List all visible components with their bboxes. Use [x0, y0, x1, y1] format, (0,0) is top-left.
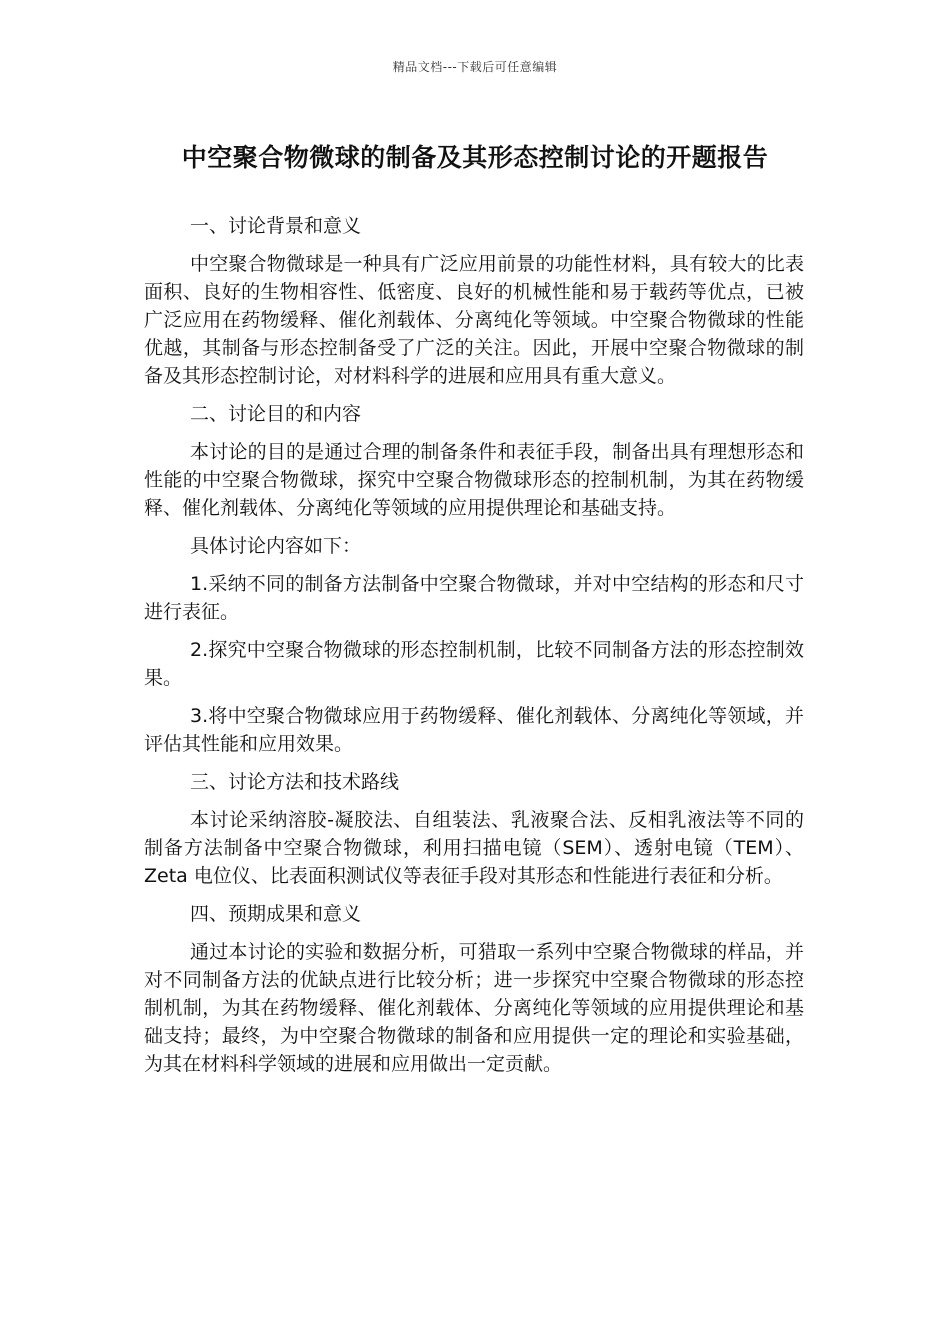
list-item-2: 2.探究中空聚合物微球的形态控制机制，比较不同制备方法的形态控制效果。 [144, 639, 804, 689]
section-heading-outcomes: 四、预期成果和意义 [190, 903, 362, 925]
paragraph-objectives: 本讨论的目的是通过合理的制备条件和表征手段，制备出具有理想形态和性能的中空聚合物微球，探究中空聚合物微球形态的控制机制，为其在药物缓释、催化剂载体、分离纯化等领域的应用提供理论和基础支持。 [144, 441, 804, 519]
paragraph-methods: 本讨论采纳溶胶-凝胶法、自组装法、乳液聚合法、反相乳液法等不同的制备方法制备中空聚合物微球，利用扫描电镜（SEM）、透射电镜（TEM）、Zeta 电位仪、比表面积测试仪等表征手段对其形态和性能进行表征和分析。 [144, 809, 804, 887]
document-body [144, 212, 804, 1088]
header-note: 精品文档---下载后可任意编辑 [392, 60, 558, 74]
section-heading-background: 一、讨论背景和意义 [190, 215, 362, 237]
list-item-1: 1.采纳不同的制备方法制备中空聚合物微球，并对中空结构的形态和尺寸进行表征。 [144, 573, 804, 623]
section-heading-methods: 三、讨论方法和技术路线 [190, 771, 400, 793]
paragraph-outcomes: 通过本讨论的实验和数据分析，可猎取一系列中空聚合物微球的样品，并对不同制备方法的优缺点进行比较分析；进一步探究中空聚合物微球的形态控制机制，为其在药物缓释、催化剂载体、分离纯化等领域的应用提供理论和基础支持；最终，为中空聚合物微球的制备和应用提供一定的理论和实验基础，为其在材料科学领域的进展和应用做出一定贡献。 [144, 941, 804, 1075]
paragraph-background: 中空聚合物微球是一种具有广泛应用前景的功能性材料，具有较大的比表面积、良好的生物相容性、低密度、良好的机械性能和易于载药等优点，已被广泛应用在药物缓释、催化剂载体、分离纯化等领域。中空聚合物微球的性能优越，其制备与形态控制备受了广泛的关注。因此，开展中空聚合物微球的制备及其形态控制讨论，对材料科学的进展和应用具有重大意义。 [144, 253, 804, 387]
section-heading-objectives: 二、讨论目的和内容 [190, 403, 362, 425]
list-item-3: 3.将中空聚合物微球应用于药物缓释、催化剂载体、分离纯化等领域，并评估其性能和应用效果。 [144, 705, 804, 755]
document-title: 中空聚合物微球的制备及其形态控制讨论的开题报告 [181, 143, 769, 172]
paragraph-content-intro: 具体讨论内容如下： [190, 535, 362, 557]
